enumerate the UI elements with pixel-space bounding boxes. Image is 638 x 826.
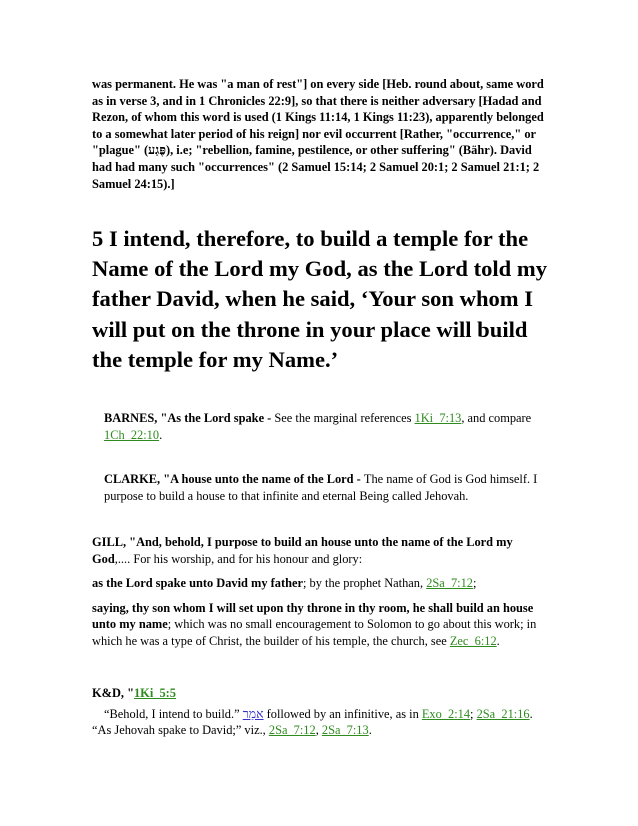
- barnes-head: BARNES, "As the Lord spake -: [104, 411, 275, 425]
- kd-line1-b: followed by an infinitive, as in: [263, 706, 422, 721]
- kd-line1-a: “Behold, I intend to build.”: [104, 706, 243, 721]
- barnes-mid: , and compare: [461, 411, 532, 425]
- gill-p1-text: ,.... For his worship, and for his honour and glory:: [114, 551, 363, 566]
- kd-head: K&D, ": [92, 686, 134, 700]
- gill-ref-zec[interactable]: Zec_6:12: [449, 633, 497, 648]
- intro-commentary: [92, 76, 552, 192]
- kd-head-ref[interactable]: 1Ki_5:5: [133, 686, 176, 700]
- barnes-ref-2[interactable]: 1Ch_22:10: [104, 427, 160, 442]
- gill-ref-2sa[interactable]: 2Sa_7:12: [426, 576, 473, 591]
- gill-commentary: [92, 534, 552, 650]
- kd-sep-1: ;: [470, 706, 477, 721]
- barnes-commentary: [92, 410, 552, 443]
- barnes-end: .: [159, 427, 163, 442]
- kd-line2-end: .: [368, 723, 372, 738]
- kd-hebrew-word[interactable]: אמַר: [242, 706, 264, 721]
- intro-lead: was permanent. He was "a man of rest"] on every side [Heb. round about, same word as in verse 3, and in 1 Chronicles 22:9], so that there is neither adversary [Hadad and Rezon, of whom this word is used (1 Kings 11:14, 1 Kings 11:23), apparently belonged to a somewhat later period of his reign] nor evil occurrent [Rather, "occurrence," or "plague" (: [92, 77, 544, 158]
- clarke-commentary: [92, 471, 552, 504]
- gill-p3-bold: saying, thy son whom I will set upon thy throne in thy room, he shall build an house unto my name: [92, 600, 534, 632]
- kd-line1-end: .: [529, 706, 533, 721]
- kd-ref-2sa-7-12[interactable]: 2Sa_7:12: [268, 723, 316, 738]
- gill-p2-bold: as the Lord spake unto David my father: [92, 576, 303, 591]
- gill-p2-text: ; by the prophet Nathan,: [303, 576, 427, 591]
- kd-ref-exo[interactable]: Exo_2:14: [421, 706, 471, 721]
- barnes-ref-1[interactable]: 1Ki_7:13: [414, 411, 462, 425]
- kd-ref-2sa-7-13[interactable]: 2Sa_7:13: [321, 723, 369, 738]
- verse-heading: 5 I intend, therefore, to build a temple for the Name of the Lord my God, as the Lord told my father David, when he said, ‘Your son whom I will put on the throne in your place will build the temple for my Name.’: [92, 226, 547, 372]
- kd-line2-a: “As Jehovah spake to David;” viz.,: [92, 723, 269, 738]
- kd-sep-2: ,: [315, 723, 322, 738]
- barnes-text: See the marginal references: [274, 411, 415, 425]
- clarke-text: The name of God is God himself. I purpose to build a house to that infinite and eternal Being called Jehovah.: [104, 472, 538, 503]
- gill-p3-text: ; which was no small encouragement to Solomon to go about this work; in which he was a type of Christ, the builder of his temple, the church, see: [92, 617, 537, 648]
- hebrew-word: פֶּגַע: [148, 143, 166, 158]
- gill-p2-end: ;: [473, 576, 477, 591]
- kd-ref-2sa-21[interactable]: 2Sa_21:16: [476, 706, 530, 721]
- kd-commentary: [92, 685, 552, 739]
- clarke-head: CLARKE, "A house unto the name of the Lord -: [104, 472, 364, 486]
- gill-p3-end: .: [496, 633, 500, 648]
- gill-head: GILL, "And, behold, I purpose to build an house unto the name of the Lord my God: [92, 535, 513, 566]
- intro-tail: ), i.e; "rebellion, famine, pestilence, or other suffering" (Bähr). David had had many such "occurrences" (2 Samuel 15:14; 2 Samuel 20:1; 2 Samuel 21:1; 2 Samuel 24:15).]: [92, 143, 540, 191]
